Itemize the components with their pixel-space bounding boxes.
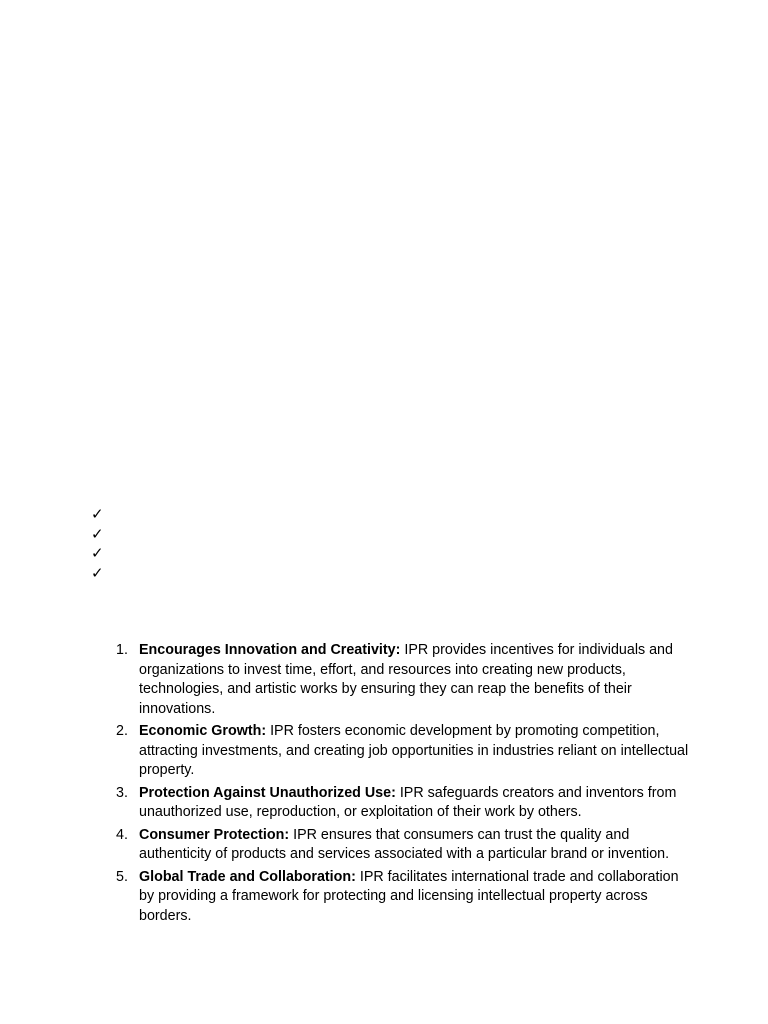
checkmark-list <box>91 505 104 583</box>
checkmark-icon: ✓ <box>91 524 104 543</box>
list-item <box>114 641 694 719</box>
list-item-text: IPR facilitates international trade and collaboration by providing a framework for protecting and licensing intellectual property across borders. <box>139 868 679 924</box>
list-item-term: Economic Growth: <box>139 723 267 739</box>
checkmark-icon: ✓ <box>91 563 104 582</box>
list-item <box>114 868 694 927</box>
list-item-term: Protection Against Unauthorized Use: <box>139 784 396 801</box>
checkmark-icon: ✓ <box>91 505 104 523</box>
checkmark-icon: ✓ <box>91 544 104 562</box>
benefits-list <box>114 641 694 929</box>
list-item-text: IPR safeguards creators and inventors from unauthorized use, reproduction, or exploitation of their work by others. <box>139 784 677 820</box>
list-item-text: IPR ensures that consumers can trust the quality and authenticity of products and services associated with a particular brand or invention. <box>139 826 670 862</box>
list-item-text: IPR provides incentives for individuals and organizations to invest time, effort, and resources into creating new products, technologies, and artistic works by ensuring they can reap the benefits of their innovations. <box>139 642 673 717</box>
list-item <box>114 826 694 865</box>
list-number: 4. <box>116 826 128 843</box>
list-item-term: Encourages Innovation and Creativity: <box>139 642 401 658</box>
list-number: 1. <box>116 642 128 658</box>
list-item-term: Consumer Protection: <box>139 826 290 843</box>
list-item-term: Global Trade and Collaboration: <box>139 868 356 885</box>
list-item <box>114 722 694 781</box>
list-number: 3. <box>116 784 128 801</box>
list-item <box>114 784 694 823</box>
list-item-text: IPR fosters economic development by promoting competition, attracting investments, and creating job opportunities in industries reliant on intellectual property. <box>139 723 689 778</box>
list-number: 2. <box>116 723 128 739</box>
list-number: 5. <box>116 868 128 885</box>
